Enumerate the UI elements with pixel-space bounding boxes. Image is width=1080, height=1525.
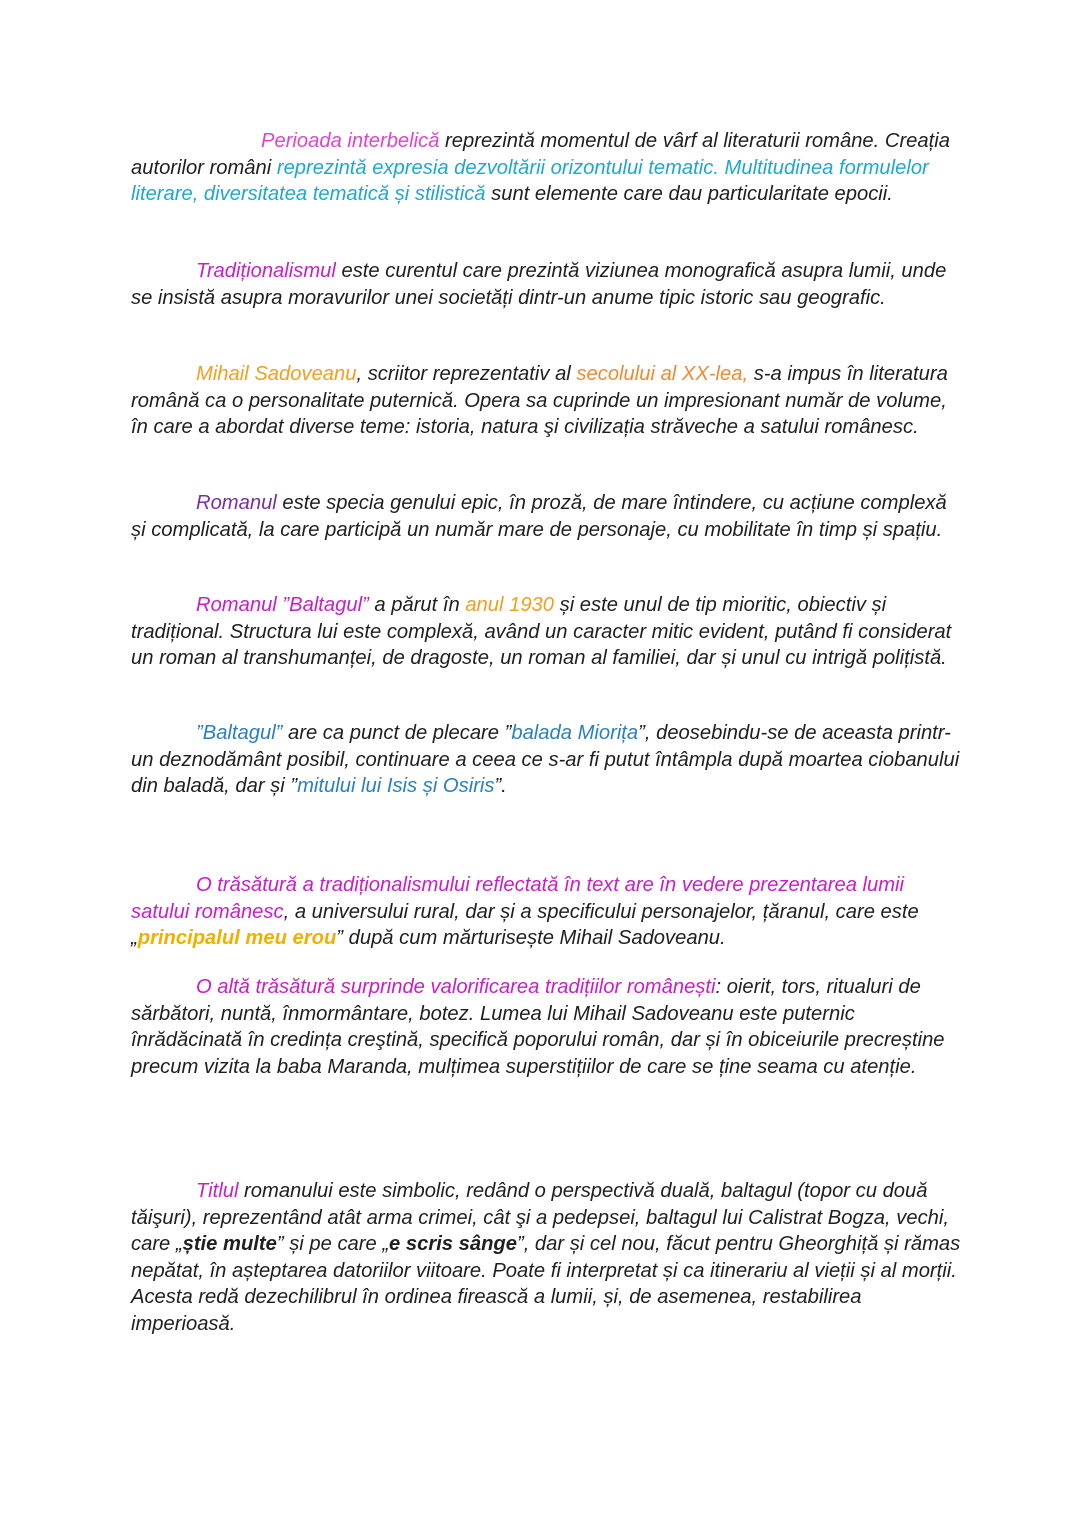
text-span: ” și pe care „ xyxy=(276,1233,390,1256)
text-span: ”. xyxy=(494,775,507,798)
text-span: balada Miorița xyxy=(511,722,639,744)
paragraph-trait-village xyxy=(131,872,961,952)
paragraph-interbellum xyxy=(131,128,961,208)
text-span: a părut în xyxy=(368,594,466,616)
text-span: ”Baltagul” xyxy=(196,722,283,744)
text-span: secolului al XX-lea, xyxy=(576,363,749,385)
text-span: romanului este simbolic, redând o perspectivă duală, baltagul (topor cu două tăişuri), reprezentând atât arma crimei, cât şi a pedepsei, baltagul lui Calistrat Bogza, vechi, care „ xyxy=(131,1180,949,1256)
text-span: are ca punct de plecare ” xyxy=(282,722,512,744)
paragraph-baltagul-1930 xyxy=(131,592,961,672)
text-span: ”, deosebindu-se de aceasta printr-un deznodământ posibil, continuare a ceea ce s-ar fi putut întâmpla după moartea ciobanului din baladă, dar și ” xyxy=(131,722,960,798)
text-span: , a universului rural, dar și a specificului personajelor, țăranul, care este „ xyxy=(131,900,919,950)
text-span: și este unul de tip mioritic, obiectiv și tradițional. Structura lui este complexă, având un caracter mitic evident, putând fi considerat un roman al transhumanței, de dragoste, un roman al familiei, dar și unul cu intrigă polițistă. xyxy=(131,594,952,670)
text-span: sunt elemente care dau particularitate epocii. xyxy=(485,183,893,206)
text-span: este curentul care prezintă viziunea monografică asupra lumii, unde se insistă asupra moravurilor unei societăți dintr-un anume tipic istoric sau geografic. xyxy=(131,260,947,309)
text-span: e scris sânge xyxy=(389,1233,517,1256)
text-span: , scriitor reprezentativ al xyxy=(356,363,577,385)
text-span: anul 1930 xyxy=(465,594,554,616)
text-span: principalul meu erou xyxy=(137,927,337,950)
text-span: O trăsătură a tradiționalismului reflectată în text are în vedere prezentarea lumii satului românesc xyxy=(131,874,905,923)
text-span: reprezintă momentul de vârf al literaturii române. Creația autorilor români xyxy=(131,130,950,179)
text-span: Romanul xyxy=(196,492,277,514)
text-span: mitului lui Isis și Osiris xyxy=(297,775,495,798)
text-span: este specia genului epic, în proză, de mare întindere, cu acțiune complexă și complicată, la care participă un număr mare de personaje, cu mobilitate în timp și spațiu. xyxy=(131,492,947,541)
text-span: Mihail Sadoveanu xyxy=(196,363,357,385)
text-span: : oierit, tors, ritualuri de sărbători, nuntă, înmormântare, botez. Lumea lui Mihail Sadoveanu este puternic înrădăcinată în credința creştină, specifică poporului român, dar și în obiceiurile precreștine precum vizita la baba Maranda, mulțimea superstițiilor de care se ține seama cu atenție. xyxy=(131,976,945,1078)
text-span: O altă trăsătură surprinde valorificarea tradițiilor românești xyxy=(196,976,716,998)
paragraph-romanul xyxy=(131,490,961,543)
text-span: ”, dar și cel nou, făcut pentru Gheorghiță și rămas nepătat, în așteptarea datoriilor viitoare. Poate fi interpretat și ca itinerariu al vieții și al morții. Acesta redă dezechilibrul în ordinea firească a lumii, și, de asemenea, restabilirea imperioasă. xyxy=(131,1233,961,1335)
text-span: Perioada interbelică xyxy=(261,130,440,152)
text-span: Romanul ”Baltagul” xyxy=(196,594,369,616)
paragraph-miorita xyxy=(131,720,961,800)
text-span: s-a impus în literatura română ca o personalitate puternică. Opera sa cuprinde un impresionant număr de volume, în care a abordat diverse teme: istoria, natura şi civilizația străveche a satului românesc. xyxy=(131,363,948,439)
paragraph-trait-traditions xyxy=(131,974,961,1080)
text-span: știe multe xyxy=(182,1233,277,1256)
paragraph-title xyxy=(131,1178,961,1338)
paragraph-sadoveanu xyxy=(131,361,961,441)
text-span: reprezintă expresia dezvoltării orizontului tematic. Multitudinea formulelor literare, diversitatea tematică și stilistică xyxy=(131,156,929,206)
text-span: Titlul xyxy=(196,1180,239,1202)
text-span: ” după cum mărturisește Mihail Sadoveanu. xyxy=(336,927,726,950)
paragraph-traditionalism xyxy=(131,258,961,311)
text-span: Tradiționalismul xyxy=(196,260,336,282)
